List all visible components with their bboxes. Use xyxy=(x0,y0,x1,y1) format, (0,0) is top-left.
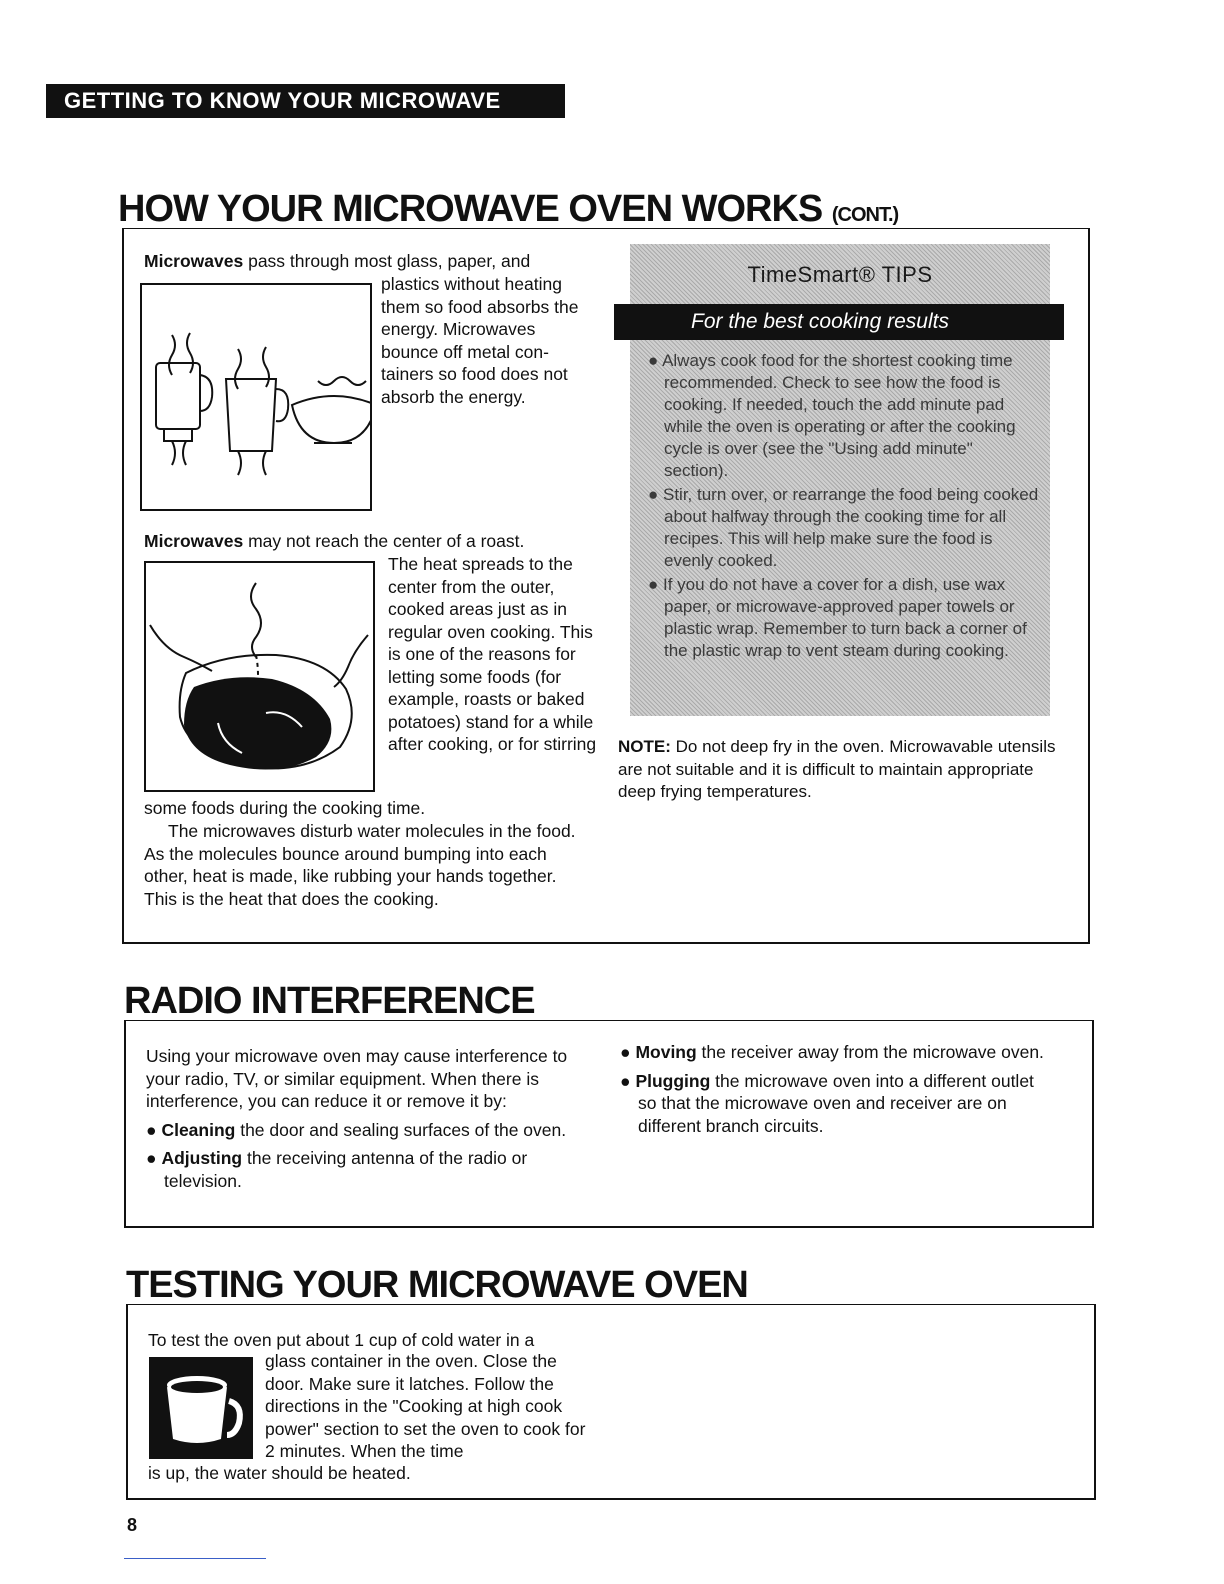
roast-icon xyxy=(146,563,373,790)
note xyxy=(618,736,1058,804)
testing-text-cont: glass container in the oven. Close the door. Make sure it latches. Follow the directions in the "Cooking at high cook power" section to set the oven to cook for 2 minutes. When the time xyxy=(265,1351,586,1461)
footer-rule xyxy=(124,1558,266,1559)
paragraph-roast xyxy=(144,530,604,553)
tip-item: ● If you do not have a cover for a dish, use wax paper, or microwave-approved paper towels or plastic wrap. Remember to turn back a corner of the plastic wrap to vent steam during cooking. xyxy=(648,575,1027,660)
text: the receiver away from the microwave oven. xyxy=(696,1042,1044,1062)
tip-text: Always cook food for the shortest cooking time recommended. Check to see how the food is cooking. If needed, touch the add minute pad while the oven is operating or after the cooking cycle is over (see the "Using add minute" section). xyxy=(662,351,1016,480)
tip-text: Stir, turn over, or rearrange the food being cooked about halfway through the cooking time for all recipes. This will help make sure the food is evenly cooked. xyxy=(663,485,1039,570)
lead-term: Moving xyxy=(635,1042,697,1062)
paragraph-microwaves-pass-cont: plastics without heating them so food absorbs the energy. Microwaves bounce off metal con-tainers so food does not absorb the energy. xyxy=(381,274,579,407)
tip-item: ● Always cook food for the shortest cooking time recommended. Check to see how the food is cooking. If needed, touch the add minute pad while the oven is operating or after the cooking cycle is over (see the "Using add minute" section). xyxy=(648,351,1016,480)
tip-item: ● Stir, turn over, or rearrange the food being cooked about halfway through the cooking time for all recipes. This will help make sure the food is evenly cooked. xyxy=(648,485,1039,570)
illustration-containers xyxy=(140,283,372,511)
lead-term: Adjusting xyxy=(161,1148,243,1168)
section-title-radio-interference: RADIO INTERFERENCE xyxy=(124,980,535,1022)
text: the microwave oven into a different outlet so that the microwave oven and receiver are on different branch circuits. xyxy=(638,1070,1034,1136)
text: the door and sealing surfaces of the oven. xyxy=(235,1119,567,1140)
bullet-adjusting: ● Adjusting the receiving antenna of the radio or television. xyxy=(146,1148,528,1191)
note-label: NOTE: xyxy=(618,737,671,756)
testing-tail: is up, the water should be heated. xyxy=(148,1463,411,1483)
text: the receiving antenna of the radio or television. xyxy=(164,1148,528,1191)
bullet-plugging: ● Plugging the microwave oven into a different outlet so that the microwave oven and receiver are on different branch circuits. xyxy=(620,1070,1034,1136)
section-title-how-it-works xyxy=(118,190,898,228)
title-suffix: (CONT.) xyxy=(831,204,899,226)
section-banner: GETTING TO KNOW YOUR MICROWAVE OVEN xyxy=(46,84,565,118)
radio-column-left xyxy=(146,1045,596,1192)
radio-intro: Using your microwave oven may cause interference to your radio, TV, or similar equipment. When there is interference, you can reduce it or remove it by: xyxy=(146,1046,568,1111)
text: may not reach the center of a roast. xyxy=(243,531,525,551)
page-number: 8 xyxy=(127,1515,138,1535)
bullet-moving: ● Moving the receiver away from the microwave oven. xyxy=(620,1042,1044,1062)
radio-column-right xyxy=(620,1041,1050,1137)
lead-term: Cleaning xyxy=(161,1119,236,1140)
paragraph-microwaves-pass xyxy=(144,250,594,273)
paragraph-molecules: The microwaves disturb water molecules in the food. As the molecules bounce around bumping into each other, heat is made, like rubbing your hands together. This is the heat that does the cooking. xyxy=(144,821,576,909)
testing-first-line: To test the oven put about 1 cup of cold water in a xyxy=(148,1330,535,1350)
note-text: Do not deep fry in the oven. Microwavable utensils are not suitable and it is difficult to maintain appropriate deep frying temperatures. xyxy=(618,737,1056,801)
water-cup-icon xyxy=(149,1357,253,1459)
lead-term: Microwaves xyxy=(144,251,244,271)
tips-title: TimeSmart® TIPS xyxy=(747,262,933,287)
lead-term: Microwaves xyxy=(144,531,244,551)
bullet-cleaning: ● Cleaning the door and sealing surfaces of the oven. xyxy=(146,1119,567,1140)
tips-subtitle: For the best cooking results xyxy=(614,304,1064,340)
paragraph-roast-cont: The heat spreads to the center from the outer, cooked areas just as in regular oven cooking. This is one of the reasons for letting some foods (for example, roasts or baked potatoes) stand for a while after cooking, or for stirring xyxy=(388,554,597,754)
containers-icon xyxy=(142,285,370,509)
illustration-roast xyxy=(144,561,375,792)
text: pass through most glass, paper, and xyxy=(243,251,531,271)
title-text: HOW YOUR MICROWAVE OVEN WORKS xyxy=(118,188,823,230)
tips-list xyxy=(648,350,1040,664)
tip-text: If you do not have a cover for a dish, use wax paper, or microwave-approved paper towels or plastic wrap. Remember to turn back a corner of the plastic wrap to vent steam during cooking. xyxy=(663,575,1027,660)
section-title-testing: TESTING YOUR MICROWAVE OVEN xyxy=(126,1264,748,1306)
paragraph-roast-tail: some foods during the cooking time. xyxy=(144,798,426,818)
lead-term: Plugging xyxy=(635,1070,711,1091)
